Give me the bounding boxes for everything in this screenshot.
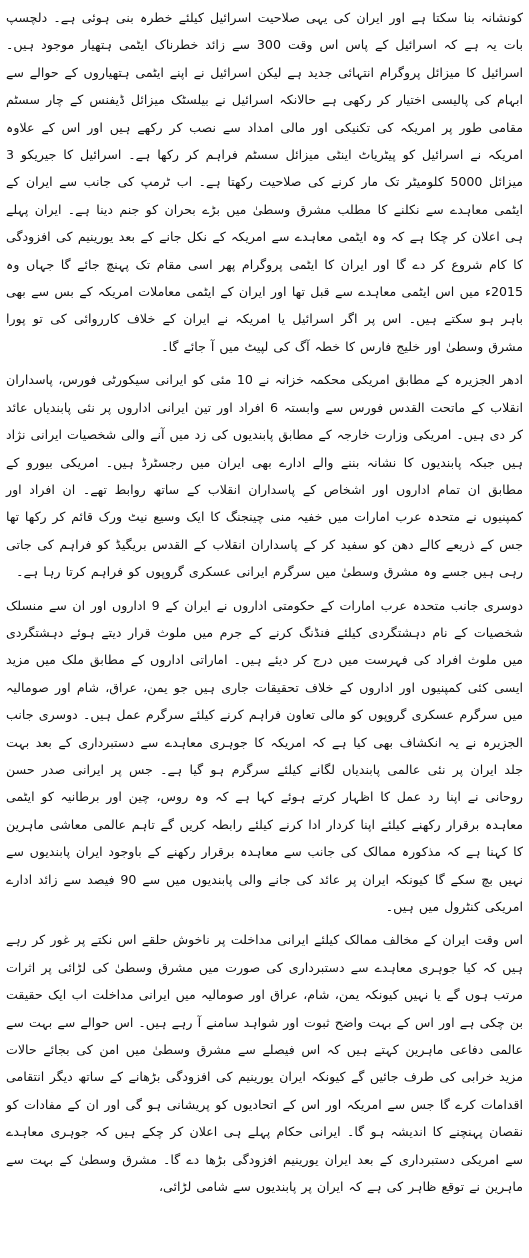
article-paragraph-2: ادھر الجزیرہ کے مطابق امریکی محکمہ خزانہ نے 10 مئی کو ایرانی سیکورٹی فورس، پاسداران انقلاب کے ماتحت القدس فورس سے وابستہ 6 افراد اور تین ایرانی اداروں پر نئی پابندیاں عائد کر دی ہیں۔ امریکی وزارت خارجہ کے مطابق پابندیوں کی زد میں آنے والی شخصیات ایرانی نژاد ہیں جبکہ پابندیوں کا نشانہ بننے والے ادارے بھی ایران میں رجسٹرڈ ہیں۔ امریکی بیورو کے مطابق ان تمام اداروں اور اشخاص کے پاسداران انقلاب کے ساتھ روابط تھے۔ ان افراد اور کمپنیوں نے متحدہ عرب امارات میں خفیہ منی چینجنگ کا ایک وسیع نیٹ ورک قائم کر رکھا تھا جس کے ذریعے کالے دھن کو سفید کر کے پاسداران انقلاب کے القدس بریگیڈ کو فراہم کی جاتی رہی ہیں جسے وہ مشرق وسطیٰ میں سرگرم ایرانی عسکری گروپوں کو فراہم کرتا رہا ہے۔ bbox=[6, 372, 523, 580]
article-paragraph-4: اس وقت ایران کے مخالف ممالک کیلئے ایرانی مداخلت پر ناخوش حلقے اس نکتے پر غور کر رہے ہیں کہ کیا جوہری معاہدے سے دستبرداری کی صورت میں مشرق وسطیٰ کی لڑائی پر اثرات مرتب ہوں گے یا نہیں کیونکہ یمن، شام، عراق اور صومالیہ میں ایرانی مداخلت اب ایک حقیقت بن چکی ہے اور اس کے بہت واضح ثبوت اور شواہد سامنے آ رہے ہیں۔ اس حوالے سے بہت سے عالمی دفاعی ماہرین کہتے ہیں کہ اس فیصلے سے مشرق وسطیٰ میں امن کی بجائے حالات مزید خرابی کی طرف جائیں گے کیونکہ ایران یورینیم کی افزودگی بڑھانے کے ساتھ دیگر انتقامی اقدامات کرے گا جس سے امریکہ اور اس کے اتحادیوں کو پریشانی ہو گی اور ان کے مفادات کو نقصان پہنچنے کا اندیشہ ہو گا۔ ایرانی حکام پہلے ہی اعلان کر چکے ہیں کہ جوہری معاہدے سے امریکی دستبرداری کے بعد ایران یورینیم افزودگی بڑھا دے گا۔ مشرق وسطیٰ کے بہت سے ماہرین نے توقع ظاہر کی ہے کہ ایران پر پابندیوں سے شامی لڑائی، bbox=[6, 932, 523, 1195]
article-paragraph-1: کونشانہ بنا سکتا ہے اور ایران کی یہی صلاحیت اسرائیل کیلئے خطرہ بنی ہوئی ہے۔ دلچسپ بات یہ ہے کہ اسرائیل کے پاس اس وقت 300 سے زائد خطرناک ایٹمی ہتھیار موجود ہیں۔ اسرائیل کا میزائل پروگرام انتہائی جدید ہے لیکن اسرائیل نے اپنے ایٹمی ہتھیاروں کے حوالے سے ابہام کی پالیسی اختیار کر رکھی ہے حالانکہ اسرائیل نے بیلسٹک میزائل ڈیفنس کے چار سسٹم مقامی طور پر امریکہ کی تکنیکی اور مالی امداد سے نصب کر رکھے ہیں اور اس کے علاوہ امریکہ نے اسرائیل کو پیٹریاٹ اینٹی میزائل سسٹم فراہم کر رکھا ہے۔ اسرائیل کا جیریکو 3 میزائل 5000 کلومیٹر تک مار کرنے کی صلاحیت رکھتا ہے۔ اب ٹرمپ کی جانب سے ایران کے ایٹمی معاہدے سے نکلنے کا مطلب مشرق وسطیٰ میں بڑے بحران کو جنم دینا ہے۔ ایران پہلے ہی اعلان کر چکا ہے کہ وہ ایٹمی معاہدے سے امریکہ کے نکل جانے کے بعد یورینیم کی افزودگی کا کام شروع کر دے گا اور ایران کا ایٹمی پروگرام پھر اسی مقام تک پہنچ جائے گا جہاں وہ 2015ء میں اس ایٹمی معاہدے سے قبل تھا اور ایران کے ایٹمی معاملات امریکہ کے بس سے بھی باہر ہو سکتے ہیں۔ اس پر اگر اسرائیل یا امریکہ نے ایران کے خلاف کارروائی کی تو پورا مشرق وسطیٰ اور خلیج فارس کا خطہ آگ کی لپیٹ میں آ جائے گا۔ bbox=[6, 10, 523, 354]
article-paragraph-3: دوسری جانب متحدہ عرب امارات کے حکومتی اداروں نے ایران کے 9 اداروں اور ان سے منسلک شخصیات کے نام دہشتگردی کیلئے فنڈنگ کرنے کے جرم میں ملوث قرار دیتے ہوئے دہشتگردی میں ملوث افراد کی فہرست میں درج کر دیئے ہیں۔ اماراتی اداروں کے مطابق ملک میں مزید ایسی کئی کمپنیوں اور اداروں کے خلاف تحقیقات جاری ہیں جو یمن، عراق، شام اور صومالیہ میں سرگرم عسکری گروپوں کو مالی تعاون فراہم کرنے کیلئے سرگرم عمل ہیں۔ دوسری جانب الجزیرہ نے یہ انکشاف بھی کیا ہے کہ امریکہ کا جوہری معاہدے سے دستبرداری کے بعد بہت جلد ایران پر نئی عالمی پابندیاں لگانے کیلئے سرگرم ہو گیا ہے۔ جس پر ایرانی صدر حسن روحانی نے اپنا رد عمل کا اظہار کرتے ہوئے کہا ہے کہ وہ روس، چین اور برطانیہ کو ایٹمی معاہدہ برقرار رکھنے کیلئے اپنا کردار ادا کرنے کیلئے رابطہ کریں گے تاہم عالمی معاشی ماہرین کا کہنا ہے کہ مذکورہ ممالک کی جانب سے معاہدہ برقرار رکھنے کے باوجود ایران پابندیوں سے نہیں بچ سکے گا کیونکہ ایران پر عائد کی جانے والی پابندیوں میں سے 90 فیصد سے زائد ادارے امریکی کنٹرول میں ہیں۔ bbox=[6, 597, 523, 914]
